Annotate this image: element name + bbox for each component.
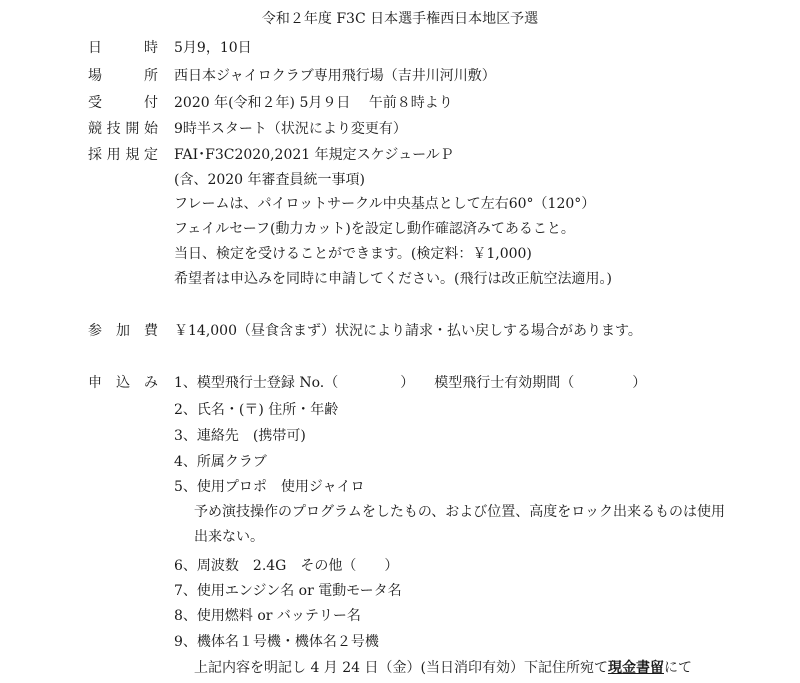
date-label: 日時: [88, 40, 158, 56]
fee-label: 参加費: [88, 323, 158, 339]
apply-footer: [194, 657, 692, 677]
apply-item-9: 9、機体名１号機・機体名２号機: [174, 634, 379, 650]
apply-item-1: [174, 372, 646, 392]
footer-text-end: にて: [663, 660, 692, 676]
rules-line: 当日、検定を受けることができます。(検定料：￥1,000): [174, 246, 532, 262]
cash-registered-mail: 現金書留: [607, 660, 664, 676]
document-title: 令和２年度 F3C 日本選手権西日本地区予選: [261, 11, 539, 27]
paren-close: ）: [400, 375, 415, 391]
apply-note: 予め演技操作のプログラムをしたもの、および位置、高度をロック出来るものは使用: [194, 504, 726, 520]
apply-item-7: 7、使用エンジン名 or 電動モータ名: [174, 583, 402, 599]
place-value: 西日本ジャイロクラブ専用飛行場（吉井川河川敷）: [174, 68, 496, 84]
start-label: 競技開始: [88, 121, 158, 137]
start-value: 9時半スタート（状況により変更有）: [174, 121, 407, 137]
apply-item-8: 8、使用燃料 or バッテリー名: [174, 608, 361, 624]
license-validity-label: 模型飛行士有効期間（: [434, 375, 575, 391]
apply-item-4: 4、所属クラブ: [174, 454, 267, 470]
place-label: 場所: [88, 68, 158, 84]
apply-item-3: 3、連絡先 (携帯可): [174, 428, 306, 444]
rules-line: 希望者は申込みを同時に申請してください。(飛行は改正航空法適用。): [174, 271, 612, 287]
rules-line: フレームは、パイロットサークル中央基点として左右60°（120°）: [174, 196, 596, 212]
reception-value: 2020 年(令和２年) 5月９日 午前８時より: [174, 95, 453, 111]
paren-close: ）: [632, 375, 647, 391]
date-value: 5月9，10日: [174, 40, 252, 56]
fee-value: ￥14,000（昼食含まず）状況により請求・払い戻しする場合があります。: [174, 323, 642, 339]
rules-label: 採用規定: [88, 147, 158, 163]
apply-label: 申込み: [88, 375, 158, 391]
footer-text: 上記内容を明記し 4 月 24 日（金）(当日消印有効）下記住所宛て: [194, 660, 608, 676]
reception-label: 受付: [88, 95, 158, 111]
license-number-label: 1、模型飛行士登録 No.（: [174, 375, 339, 391]
apply-item-5: 5、使用プロポ 使用ジャイロ: [174, 479, 365, 495]
rules-line: フェイルセーフ(動力カット)を設定し動作確認済みてあること。: [174, 221, 575, 237]
apply-item-6: 6、周波数 2.4G その他（ ）: [174, 558, 399, 574]
apply-note: 出来ない。: [194, 529, 264, 545]
rules-value: FAI･F3C2020,2021 年規定スケジュールＰ: [174, 147, 454, 163]
apply-item-2: 2、氏名・(〒) 住所・年齢: [174, 402, 339, 418]
rules-line: (含、2020 年審査員統一事項): [174, 172, 366, 188]
